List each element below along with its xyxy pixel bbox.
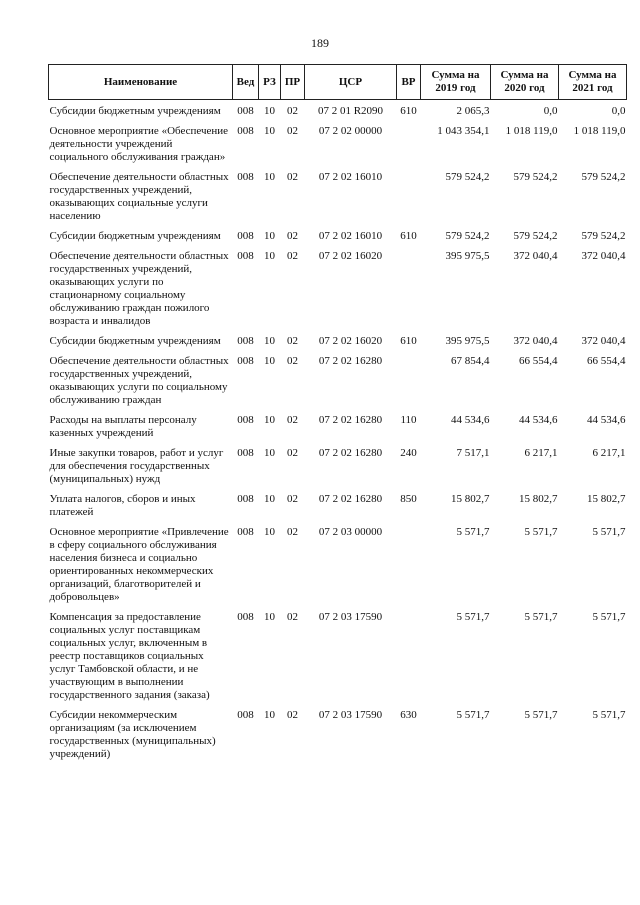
- row-csr-cell: 07 2 02 16280: [318, 414, 383, 426]
- row-rz-cell: 10: [264, 355, 275, 367]
- row-sum-2019-cell: 395 975,5: [445, 335, 490, 347]
- row-csr-cell: 07 2 03 17590: [318, 611, 383, 623]
- row-sum-2020-cell: 6 217,1: [524, 447, 558, 459]
- row-csr-cell: 07 2 01 R2090: [317, 105, 384, 117]
- row-rz-cell: 10: [264, 125, 275, 137]
- row-vr-cell: [397, 350, 421, 409]
- row-vr-cell: [397, 245, 421, 330]
- row-name-cell: Субсидии некоммерческим организациям (за исключением государственных (муниципальных) учреждений): [49, 709, 216, 760]
- row-csr-cell: 07 2 02 16020: [318, 335, 383, 347]
- header-name: Наименование: [49, 65, 233, 100]
- row-vr-cell: [397, 606, 421, 704]
- row-sum-2020-cell: 5 571,7: [524, 611, 558, 623]
- table-row: [49, 704, 627, 763]
- header-sum-2019: Сумма на 2019 год: [421, 65, 491, 100]
- row-rz-cell: 10: [264, 526, 275, 538]
- table-row: [49, 166, 627, 225]
- row-ved-cell: 008: [237, 250, 254, 262]
- row-name-cell: Обеспечение деятельности областных государственных учреждений, оказывающих услуги по стационарному социальному обслуживанию граждан пожилого возраста и инвалидов: [49, 250, 229, 327]
- row-pr-cell: 02: [287, 526, 298, 538]
- row-rz-cell: 10: [264, 171, 275, 183]
- row-sum-2019-cell: 579 524,2: [445, 230, 490, 242]
- header-rz: РЗ: [259, 65, 281, 100]
- header-pr: ПР: [281, 65, 305, 100]
- row-sum-2020-cell: 1 018 119,0: [505, 125, 558, 137]
- row-pr-cell: 02: [287, 447, 298, 459]
- row-sum-2019-cell: 7 517,1: [456, 447, 490, 459]
- row-pr-cell: 02: [287, 493, 298, 505]
- row-sum-2019-cell: 2 065,3: [456, 105, 490, 117]
- table-row: [49, 330, 627, 350]
- row-rz-cell: 10: [264, 414, 275, 426]
- row-sum-2019-cell: 5 571,7: [456, 526, 490, 538]
- page-number: 189: [311, 36, 329, 50]
- row-name-cell: Субсидии бюджетным учреждениям: [49, 335, 221, 347]
- row-vr-cell: 610: [400, 105, 417, 117]
- row-sum-2019-cell: 44 534,6: [451, 414, 490, 426]
- row-name-cell: Уплата налогов, сборов и иных платежей: [49, 493, 196, 518]
- table-row: [49, 225, 627, 245]
- row-sum-2021-cell: 44 534,6: [587, 414, 626, 426]
- row-name-cell: Субсидии бюджетным учреждениям: [49, 105, 221, 117]
- row-sum-2020-cell: 5 571,7: [524, 709, 558, 721]
- row-csr-cell: 07 2 02 16010: [318, 171, 383, 183]
- row-pr-cell: 02: [287, 105, 298, 117]
- row-pr-cell: 02: [287, 250, 298, 262]
- header-csr: ЦСР: [305, 65, 397, 100]
- row-name-cell: Расходы на выплаты персоналу казенных учреждений: [49, 414, 197, 439]
- row-rz-cell: 10: [264, 611, 275, 623]
- row-pr-cell: 02: [287, 611, 298, 623]
- table-row: [49, 120, 627, 166]
- row-ved-cell: 008: [237, 335, 254, 347]
- row-sum-2021-cell: 66 554,4: [587, 355, 626, 367]
- row-sum-2021-cell: 6 217,1: [592, 447, 626, 459]
- row-vr-cell: [397, 521, 421, 606]
- row-csr-cell: 07 2 02 16280: [318, 447, 383, 459]
- row-vr-cell: 630: [400, 709, 417, 721]
- row-sum-2021-cell: 579 524,2: [581, 171, 626, 183]
- row-sum-2021-cell: 372 040,4: [581, 250, 626, 262]
- table-row: [49, 100, 627, 121]
- budget-table: [48, 64, 627, 763]
- row-rz-cell: 10: [264, 335, 275, 347]
- row-sum-2019-cell: 15 802,7: [451, 493, 490, 505]
- row-sum-2020-cell: 5 571,7: [524, 526, 558, 538]
- row-pr-cell: 02: [287, 335, 298, 347]
- row-name-cell: Обеспечение деятельности областных государственных учреждений, оказывающих социальные услуги населению: [49, 171, 229, 222]
- row-sum-2021-cell: 15 802,7: [587, 493, 626, 505]
- row-sum-2019-cell: 5 571,7: [456, 709, 490, 721]
- row-ved-cell: 008: [237, 447, 254, 459]
- row-csr-cell: 07 2 02 16020: [318, 250, 383, 262]
- row-sum-2019-cell: 1 043 354,1: [437, 125, 490, 137]
- table-row: [49, 245, 627, 330]
- row-pr-cell: 02: [287, 230, 298, 242]
- row-rz-cell: 10: [264, 493, 275, 505]
- row-vr-cell: 240: [400, 447, 417, 459]
- row-sum-2020-cell: 0,0: [543, 105, 558, 117]
- row-rz-cell: 10: [264, 250, 275, 262]
- row-name-cell: Обеспечение деятельности областных государственных учреждений, оказывающих услуги по социальному обслуживанию граждан: [49, 355, 229, 406]
- row-vr-cell: 610: [400, 335, 417, 347]
- row-csr-cell: 07 2 02 16280: [318, 355, 383, 367]
- row-pr-cell: 02: [287, 709, 298, 721]
- table-row: [49, 521, 627, 606]
- row-pr-cell: 02: [287, 414, 298, 426]
- row-vr-cell: [397, 120, 421, 166]
- row-sum-2021-cell: 1 018 119,0: [573, 125, 626, 137]
- header-sum-2020: Сумма на 2020 год: [491, 65, 559, 100]
- row-name-cell: Компенсация за предоставление социальных услуг поставщикам социальных услуг, включенным в реестр поставщиков социальных услуг Тамбовской области, и не участвующим в выполнении государственного задания (заказа): [49, 611, 210, 701]
- row-sum-2021-cell: 5 571,7: [592, 709, 626, 721]
- row-sum-2019-cell: 579 524,2: [445, 171, 490, 183]
- row-sum-2021-cell: 372 040,4: [581, 335, 626, 347]
- header-ved: Вед: [233, 65, 259, 100]
- row-sum-2019-cell: 5 571,7: [456, 611, 490, 623]
- table-body: [49, 100, 627, 764]
- row-rz-cell: 10: [264, 230, 275, 242]
- table-row: [49, 606, 627, 704]
- row-pr-cell: 02: [287, 125, 298, 137]
- row-vr-cell: 850: [400, 493, 417, 505]
- row-vr-cell: 110: [400, 414, 417, 426]
- row-ved-cell: 008: [237, 355, 254, 367]
- row-vr-cell: [397, 166, 421, 225]
- row-sum-2019-cell: 395 975,5: [445, 250, 490, 262]
- table-row: [49, 409, 627, 442]
- row-csr-cell: 07 2 02 16010: [318, 230, 383, 242]
- row-name-cell: Основное мероприятие «Обеспечение деятельности учреждений социального обслуживания граждан»: [49, 125, 229, 163]
- row-csr-cell: 07 2 02 16280: [318, 493, 383, 505]
- row-sum-2020-cell: 372 040,4: [513, 250, 558, 262]
- row-csr-cell: 07 2 03 17590: [318, 709, 383, 721]
- table-row: [49, 488, 627, 521]
- row-ved-cell: 008: [237, 125, 254, 137]
- row-ved-cell: 008: [237, 105, 254, 117]
- row-sum-2020-cell: 66 554,4: [519, 355, 558, 367]
- table-row: [49, 350, 627, 409]
- row-ved-cell: 008: [237, 414, 254, 426]
- header-vr: ВР: [397, 65, 421, 100]
- row-sum-2020-cell: 579 524,2: [513, 171, 558, 183]
- row-ved-cell: 008: [237, 230, 254, 242]
- row-ved-cell: 008: [237, 493, 254, 505]
- row-sum-2021-cell: 5 571,7: [592, 611, 626, 623]
- row-ved-cell: 008: [237, 526, 254, 538]
- row-sum-2020-cell: 15 802,7: [519, 493, 558, 505]
- table-header-row: [49, 65, 627, 100]
- header-sum-2021: Сумма на 2021 год: [559, 65, 627, 100]
- row-sum-2021-cell: 579 524,2: [581, 230, 626, 242]
- row-ved-cell: 008: [237, 171, 254, 183]
- row-sum-2019-cell: 67 854,4: [451, 355, 490, 367]
- row-name-cell: Субсидии бюджетным учреждениям: [49, 230, 221, 242]
- row-pr-cell: 02: [287, 355, 298, 367]
- row-sum-2020-cell: 44 534,6: [519, 414, 558, 426]
- row-sum-2021-cell: 5 571,7: [592, 526, 626, 538]
- row-vr-cell: 610: [400, 230, 417, 242]
- row-ved-cell: 008: [237, 611, 254, 623]
- table-row: [49, 442, 627, 488]
- row-name-cell: Иные закупки товаров, работ и услуг для обеспечения государственных (муниципальных) нужд: [49, 447, 224, 485]
- row-pr-cell: 02: [287, 171, 298, 183]
- row-csr-cell: 07 2 03 00000: [318, 526, 383, 538]
- row-csr-cell: 07 2 02 00000: [318, 125, 383, 137]
- row-sum-2021-cell: 0,0: [611, 105, 626, 117]
- row-sum-2020-cell: 372 040,4: [513, 335, 558, 347]
- row-name-cell: Основное мероприятие «Привлечение в сферу социального обслуживания населения бизнеса и социально ориентированных некоммерческих организаций, благотворителей и добровольцев»: [49, 526, 229, 603]
- row-sum-2020-cell: 579 524,2: [513, 230, 558, 242]
- row-rz-cell: 10: [264, 447, 275, 459]
- row-ved-cell: 008: [237, 709, 254, 721]
- row-rz-cell: 10: [264, 709, 275, 721]
- row-rz-cell: 10: [264, 105, 275, 117]
